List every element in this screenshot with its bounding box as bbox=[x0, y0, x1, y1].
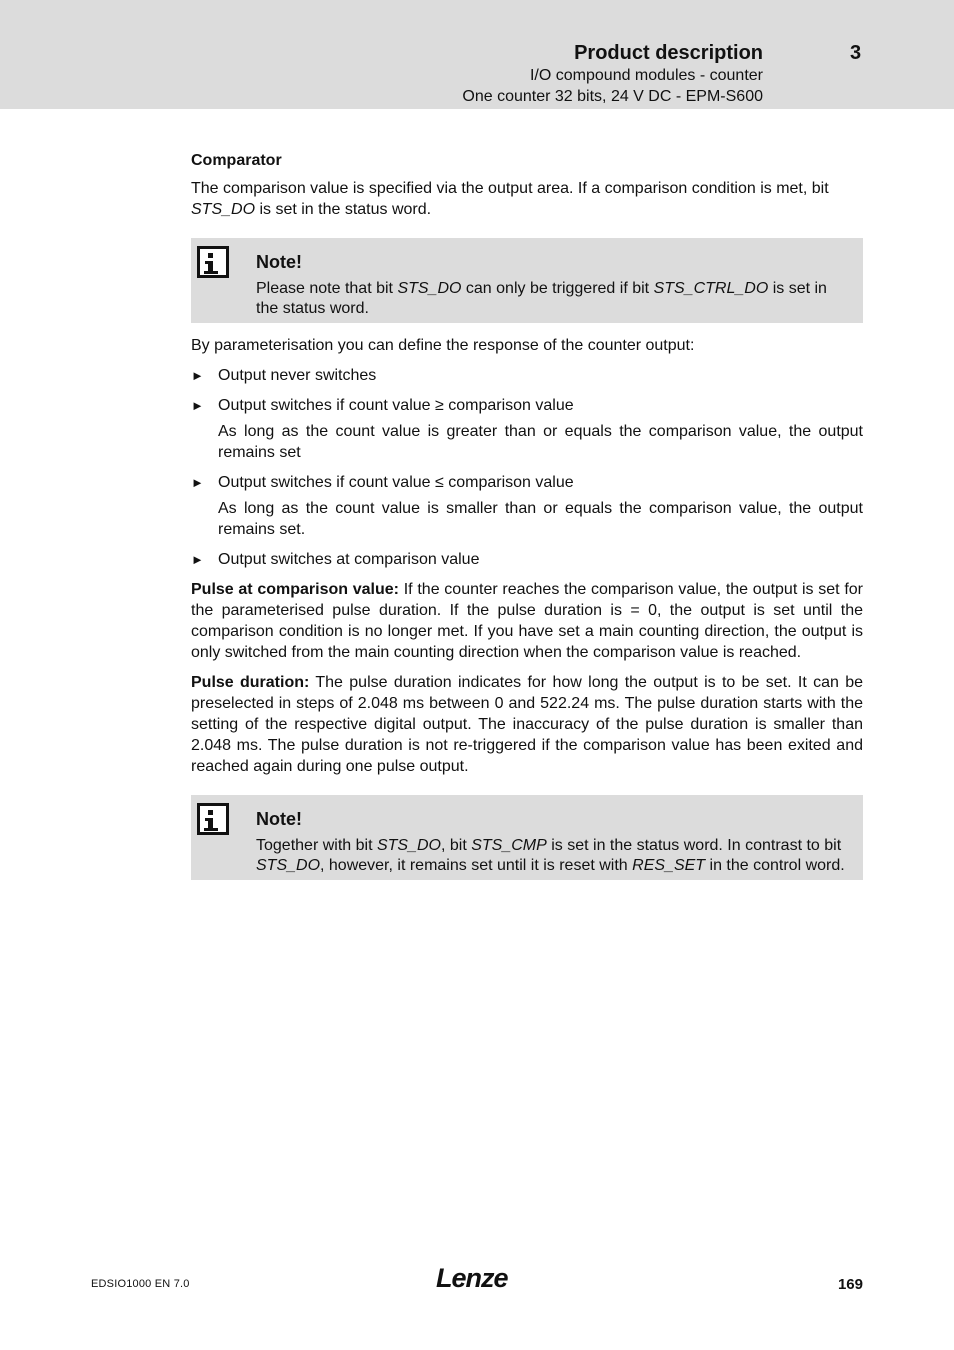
note-text-part: is set in the status word. bbox=[256, 280, 827, 317]
list-item bbox=[191, 365, 863, 386]
document-code: EDSIO1000 EN 7.0 bbox=[91, 1278, 190, 1290]
intro-paragraph bbox=[191, 178, 863, 220]
note-box-1 bbox=[191, 238, 863, 323]
note-title: Note! bbox=[256, 809, 302, 829]
note-code: STS_DO bbox=[256, 857, 321, 874]
list-item-detail: As long as the count value is smaller than or equals the comparison value, the output remains set. bbox=[218, 500, 863, 538]
list-item bbox=[191, 549, 863, 570]
page-title: Product description bbox=[574, 42, 763, 64]
list-item bbox=[191, 395, 863, 463]
note-text-part: , bit bbox=[440, 837, 472, 854]
bullet-arrow-icon: ► bbox=[191, 368, 204, 383]
header-subtitle-2: One counter 32 bits, 24 V DC - EPM-S600 bbox=[462, 88, 763, 105]
note-text bbox=[256, 836, 847, 876]
list-item-label: Output switches if count value ≥ comparison value bbox=[218, 397, 574, 414]
param-intro: By parameterisation you can define the response of the counter output: bbox=[191, 337, 695, 354]
pulse-duration-text: The pulse duration indicates for how long the output is to be set. It can be preselected in steps of 2.048 ms between 0 and 522.24 ms. The pulse duration starts with the setting of the respective digital output. The inaccuracy of the pulse duration is smaller than 2.048 ms. The pulse duration is not re-triggered if the comparison value has been exited and reached again during one pulse output. bbox=[191, 674, 864, 775]
bullet-arrow-icon: ► bbox=[191, 398, 204, 413]
note-code: STS_CMP bbox=[471, 837, 547, 854]
note-text-part: Please note that bit bbox=[256, 280, 398, 297]
note-text-part: , however, it remains set until it is reset with bbox=[320, 857, 633, 874]
intro-text-2: is set in the status word. bbox=[255, 201, 432, 218]
note-text-part: Together with bit bbox=[256, 837, 377, 854]
main-content bbox=[191, 150, 863, 892]
bullet-arrow-icon: ► bbox=[191, 475, 204, 490]
info-icon bbox=[197, 246, 229, 278]
list-item-label: Output never switches bbox=[218, 367, 377, 384]
note-code: STS_CTRL_DO bbox=[653, 280, 769, 297]
note-text-part: in the control word. bbox=[705, 857, 845, 874]
pulse-comparison-text: If the counter reaches the comparison value, the output is set for the parameterised pulse duration. If the pulse duration is = 0, the output is set until the comparison condition is no longer met. If you have set a main counting direction, the output is only switched from the main counting direction when the comparison value is reached. bbox=[191, 581, 864, 661]
pulse-duration-label: Pulse duration: bbox=[191, 674, 310, 691]
note-text-part: is set in the status word. In contrast to bit bbox=[546, 837, 842, 854]
note-title: Note! bbox=[256, 252, 302, 272]
page-number: 169 bbox=[837, 1276, 863, 1293]
list-item bbox=[191, 472, 863, 540]
pulse-comparison-paragraph bbox=[191, 579, 863, 663]
note-text bbox=[256, 279, 847, 319]
section-heading: Comparator bbox=[191, 152, 282, 169]
intro-code: STS_DO bbox=[191, 201, 256, 218]
intro-text-1: The comparison value is specified via the output area. If a comparison condition is met, bit bbox=[191, 180, 829, 197]
note-code: STS_DO bbox=[376, 837, 441, 854]
list-item-detail: As long as the count value is greater than or equals the comparison value, the output remains set bbox=[218, 423, 863, 461]
note-text-part: can only be triggered if bit bbox=[461, 280, 654, 297]
note-code: RES_SET bbox=[632, 857, 706, 874]
note-box-2 bbox=[191, 795, 863, 880]
pulse-comparison-label: Pulse at comparison value: bbox=[191, 581, 400, 598]
bullet-list bbox=[191, 365, 863, 570]
list-item-label: Output switches at comparison value bbox=[218, 551, 480, 568]
list-item-label: Output switches if count value ≤ comparison value bbox=[218, 474, 574, 491]
info-icon bbox=[197, 803, 229, 835]
bullet-arrow-icon: ► bbox=[191, 552, 204, 567]
header-subtitle-1: I/O compound modules - counter bbox=[529, 67, 763, 84]
pulse-duration-paragraph bbox=[191, 672, 863, 777]
note-code: STS_DO bbox=[397, 280, 462, 297]
chapter-number: 3 bbox=[850, 42, 862, 64]
lenze-logo: Lenze bbox=[436, 1263, 508, 1293]
